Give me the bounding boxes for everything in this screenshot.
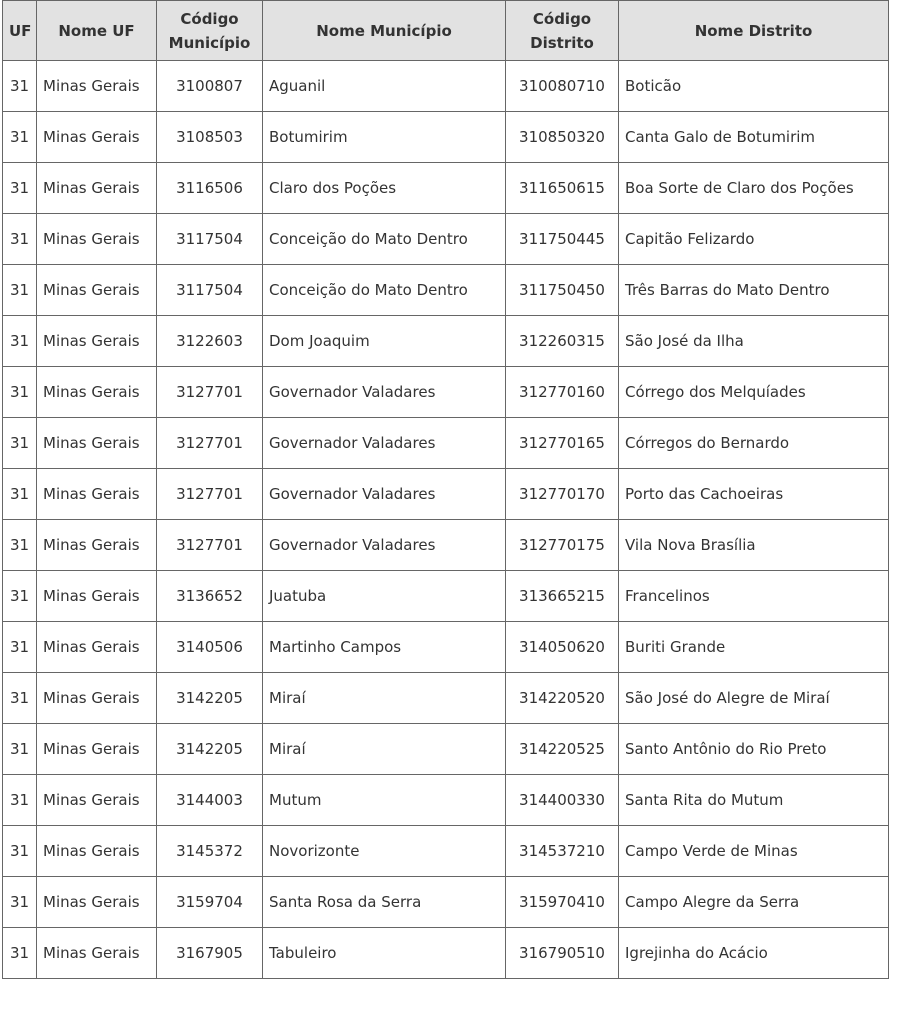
table-row [3,265,889,316]
cell-nome-uf: Minas Gerais [37,163,157,214]
cell-codigo-municipio: 3145372 [157,826,263,877]
cell-codigo-municipio: 3127701 [157,418,263,469]
cell-codigo-distrito: 312260315 [506,316,619,367]
cell-nome-municipio: Dom Joaquim [263,316,506,367]
cell-uf: 31 [3,826,37,877]
cell-nome-distrito: Santa Rita do Mutum [619,775,889,826]
cell-nome-distrito: Três Barras do Mato Dentro [619,265,889,316]
table-row [3,775,889,826]
cell-uf: 31 [3,112,37,163]
cell-uf: 31 [3,469,37,520]
header-nome-municipio: Nome Município [263,1,506,61]
cell-codigo-municipio: 3117504 [157,265,263,316]
table-row [3,571,889,622]
cell-codigo-distrito: 312770160 [506,367,619,418]
cell-uf: 31 [3,520,37,571]
cell-uf: 31 [3,928,37,979]
header-codigo-municipio-line1: Código [180,9,239,28]
cell-nome-distrito: Canta Galo de Botumirim [619,112,889,163]
header-codigo-distrito-line2: Distrito [530,33,594,52]
cell-codigo-municipio: 3140506 [157,622,263,673]
cell-nome-municipio: Governador Valadares [263,418,506,469]
cell-nome-uf: Minas Gerais [37,775,157,826]
cell-codigo-municipio: 3100807 [157,61,263,112]
table-row [3,316,889,367]
cell-nome-distrito: Buriti Grande [619,622,889,673]
cell-codigo-municipio: 3167905 [157,928,263,979]
cell-nome-municipio: Novorizonte [263,826,506,877]
cell-nome-distrito: Boticão [619,61,889,112]
cell-codigo-municipio: 3136652 [157,571,263,622]
table-row [3,214,889,265]
cell-codigo-municipio: 3144003 [157,775,263,826]
cell-nome-distrito: Vila Nova Brasília [619,520,889,571]
table-row [3,112,889,163]
cell-nome-uf: Minas Gerais [37,316,157,367]
cell-uf: 31 [3,418,37,469]
cell-codigo-distrito: 314537210 [506,826,619,877]
table-row [3,724,889,775]
cell-nome-uf: Minas Gerais [37,61,157,112]
cell-nome-uf: Minas Gerais [37,673,157,724]
table-header [3,1,889,61]
table-row [3,367,889,418]
cell-uf: 31 [3,316,37,367]
cell-nome-uf: Minas Gerais [37,418,157,469]
cell-nome-municipio: Mutum [263,775,506,826]
cell-codigo-municipio: 3127701 [157,520,263,571]
header-uf: UF [3,1,37,61]
cell-codigo-distrito: 314220525 [506,724,619,775]
cell-nome-distrito: Capitão Felizardo [619,214,889,265]
cell-nome-uf: Minas Gerais [37,214,157,265]
header-row [3,1,889,61]
cell-nome-distrito: Campo Verde de Minas [619,826,889,877]
cell-uf: 31 [3,622,37,673]
cell-nome-municipio: Miraí [263,673,506,724]
table-row [3,622,889,673]
table-row [3,826,889,877]
cell-codigo-distrito: 314050620 [506,622,619,673]
cell-nome-municipio: Aguanil [263,61,506,112]
cell-nome-distrito: Campo Alegre da Serra [619,877,889,928]
cell-nome-uf: Minas Gerais [37,520,157,571]
header-codigo-municipio [157,1,263,61]
cell-codigo-municipio: 3127701 [157,367,263,418]
header-codigo-distrito [506,1,619,61]
cell-codigo-municipio: 3159704 [157,877,263,928]
cell-codigo-distrito: 315970410 [506,877,619,928]
cell-nome-municipio: Santa Rosa da Serra [263,877,506,928]
cell-uf: 31 [3,877,37,928]
cell-nome-distrito: São José do Alegre de Miraí [619,673,889,724]
header-codigo-municipio-line2: Município [168,33,251,52]
cell-uf: 31 [3,367,37,418]
districts-table [2,0,889,979]
cell-uf: 31 [3,163,37,214]
cell-uf: 31 [3,571,37,622]
cell-uf: 31 [3,265,37,316]
cell-nome-uf: Minas Gerais [37,265,157,316]
cell-codigo-municipio: 3142205 [157,673,263,724]
cell-nome-distrito: Santo Antônio do Rio Preto [619,724,889,775]
cell-codigo-municipio: 3142205 [157,724,263,775]
cell-nome-uf: Minas Gerais [37,367,157,418]
cell-nome-uf: Minas Gerais [37,928,157,979]
cell-nome-uf: Minas Gerais [37,571,157,622]
cell-codigo-municipio: 3127701 [157,469,263,520]
cell-nome-municipio: Tabuleiro [263,928,506,979]
cell-nome-distrito: Igrejinha do Acácio [619,928,889,979]
table-row [3,61,889,112]
cell-nome-distrito: Boa Sorte de Claro dos Poções [619,163,889,214]
cell-codigo-distrito: 313665215 [506,571,619,622]
cell-nome-municipio: Governador Valadares [263,469,506,520]
cell-nome-distrito: São José da Ilha [619,316,889,367]
cell-nome-uf: Minas Gerais [37,877,157,928]
cell-nome-municipio: Juatuba [263,571,506,622]
cell-uf: 31 [3,61,37,112]
cell-nome-uf: Minas Gerais [37,469,157,520]
cell-nome-uf: Minas Gerais [37,724,157,775]
cell-codigo-distrito: 314220520 [506,673,619,724]
cell-nome-distrito: Córregos do Bernardo [619,418,889,469]
cell-nome-municipio: Claro dos Poções [263,163,506,214]
cell-nome-municipio: Governador Valadares [263,520,506,571]
cell-codigo-distrito: 310080710 [506,61,619,112]
cell-codigo-distrito: 316790510 [506,928,619,979]
cell-nome-municipio: Governador Valadares [263,367,506,418]
cell-nome-distrito: Francelinos [619,571,889,622]
header-nome-uf: Nome UF [37,1,157,61]
cell-codigo-municipio: 3108503 [157,112,263,163]
cell-codigo-distrito: 310850320 [506,112,619,163]
cell-codigo-distrito: 314400330 [506,775,619,826]
cell-nome-distrito: Porto das Cachoeiras [619,469,889,520]
cell-codigo-distrito: 311650615 [506,163,619,214]
cell-codigo-municipio: 3116506 [157,163,263,214]
cell-nome-distrito: Córrego dos Melquíades [619,367,889,418]
cell-nome-municipio: Miraí [263,724,506,775]
cell-codigo-distrito: 312770170 [506,469,619,520]
table-row [3,418,889,469]
cell-nome-municipio: Conceição do Mato Dentro [263,265,506,316]
cell-nome-uf: Minas Gerais [37,112,157,163]
cell-codigo-distrito: 312770175 [506,520,619,571]
cell-codigo-municipio: 3117504 [157,214,263,265]
header-nome-distrito: Nome Distrito [619,1,889,61]
cell-nome-uf: Minas Gerais [37,826,157,877]
cell-uf: 31 [3,724,37,775]
cell-nome-municipio: Martinho Campos [263,622,506,673]
table-row [3,928,889,979]
table-row [3,877,889,928]
table-body [3,61,889,979]
table-row [3,673,889,724]
cell-nome-uf: Minas Gerais [37,622,157,673]
cell-codigo-municipio: 3122603 [157,316,263,367]
cell-nome-municipio: Conceição do Mato Dentro [263,214,506,265]
table-row [3,163,889,214]
cell-uf: 31 [3,673,37,724]
cell-codigo-distrito: 312770165 [506,418,619,469]
table-row [3,469,889,520]
cell-codigo-distrito: 311750450 [506,265,619,316]
header-codigo-distrito-line1: Código [532,9,592,28]
table-row [3,520,889,571]
cell-uf: 31 [3,214,37,265]
cell-codigo-distrito: 311750445 [506,214,619,265]
cell-nome-municipio: Botumirim [263,112,506,163]
cell-uf: 31 [3,775,37,826]
